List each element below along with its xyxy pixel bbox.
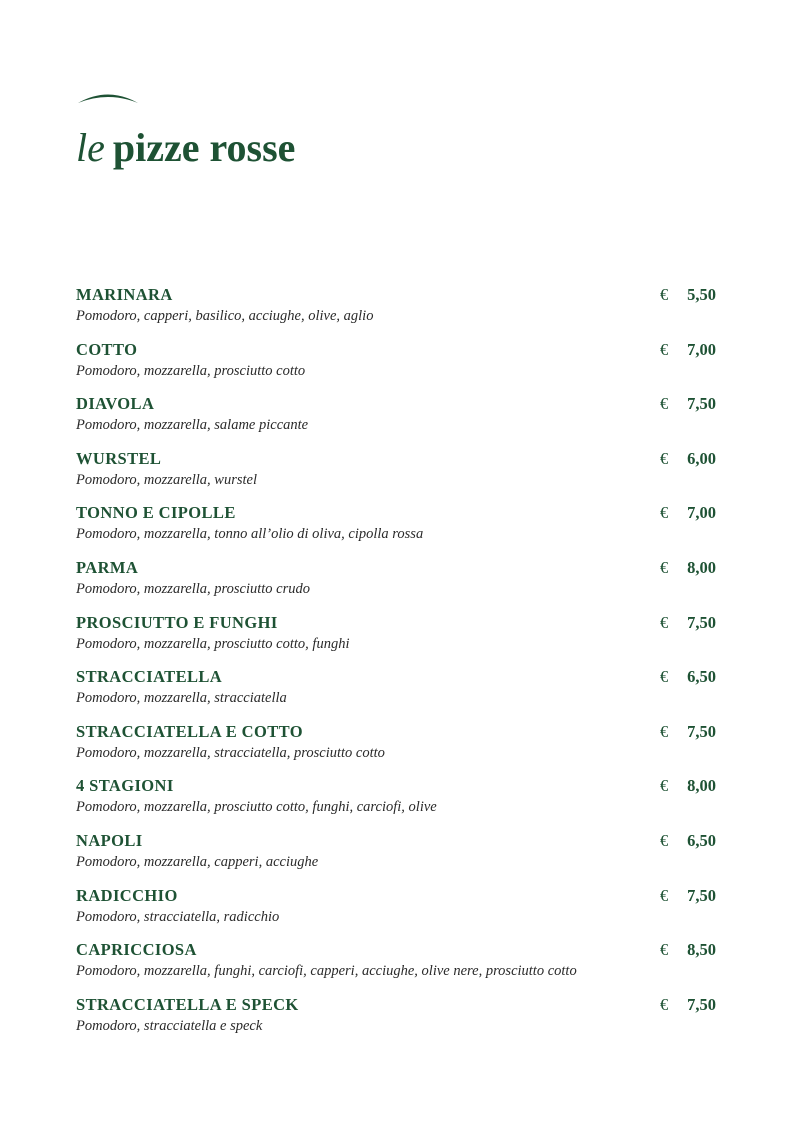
item-price	[660, 830, 716, 852]
menu-item	[76, 612, 716, 667]
currency-symbol: €	[660, 830, 669, 850]
item-price	[660, 557, 716, 579]
currency-symbol: €	[660, 557, 669, 577]
item-price	[660, 939, 716, 961]
item-name: STRACCIATELLA E COTTO	[76, 721, 303, 741]
item-description: Pomodoro, mozzarella, stracciatella	[76, 690, 287, 707]
currency-symbol: €	[660, 885, 669, 905]
menu-item	[76, 775, 716, 830]
item-price	[660, 885, 716, 907]
item-name: DIAVOLA	[76, 394, 155, 414]
menu-item	[76, 448, 716, 503]
item-description: Pomodoro, mozzarella, capperi, acciughe	[76, 853, 319, 870]
price-amount: 7,50	[687, 885, 716, 905]
item-price	[660, 994, 716, 1016]
price-amount: 6,50	[687, 830, 716, 850]
price-amount: 8,00	[687, 557, 716, 577]
currency-symbol: €	[660, 503, 669, 523]
price-amount: 8,50	[687, 940, 716, 960]
menu-item	[76, 339, 716, 394]
menu-list	[76, 284, 716, 1048]
item-price	[660, 612, 716, 634]
currency-symbol: €	[660, 721, 669, 741]
currency-symbol: €	[660, 339, 669, 359]
item-price	[660, 775, 716, 797]
price-amount: 7,00	[687, 503, 716, 523]
price-amount: 6,50	[687, 667, 716, 687]
currency-symbol: €	[660, 394, 669, 414]
currency-symbol: €	[660, 612, 669, 632]
item-name: PARMA	[76, 557, 139, 577]
menu-item	[76, 393, 716, 448]
menu-item	[76, 939, 716, 994]
item-name: STRACCIATELLA	[76, 667, 223, 687]
item-description: Pomodoro, mozzarella, salame piccante	[76, 417, 309, 434]
item-name: CAPRICCIOSA	[76, 940, 197, 960]
item-name: COTTO	[76, 339, 138, 359]
item-price	[660, 721, 716, 743]
item-name: WURSTEL	[76, 448, 162, 468]
item-price	[660, 339, 716, 361]
item-description: Pomodoro, stracciatella, radicchio	[76, 908, 280, 925]
item-name: MARINARA	[76, 285, 173, 304]
currency-symbol: €	[660, 448, 669, 468]
currency-symbol: €	[660, 940, 669, 960]
menu-item	[76, 557, 716, 612]
item-description: Pomodoro, mozzarella, prosciutto cotto, funghi	[76, 635, 350, 652]
menu-item	[76, 830, 716, 885]
price-amount: 7,00	[687, 339, 716, 359]
item-name: PROSCIUTTO E FUNGHI	[76, 612, 278, 632]
item-description: Pomodoro, stracciatella e speck	[76, 1017, 263, 1034]
item-price	[660, 393, 716, 415]
item-description: Pomodoro, mozzarella, tonno all’olio di oliva, cipolla rossa	[76, 526, 424, 543]
item-description: Pomodoro, mozzarella, prosciutto cotto	[76, 362, 306, 379]
title-main: pizze rosse	[112, 125, 296, 170]
item-description: Pomodoro, mozzarella, prosciutto cotto, funghi, carciofi, olive	[76, 799, 437, 816]
currency-symbol: €	[660, 667, 669, 687]
price-amount: 7,50	[687, 721, 716, 741]
title-prefix: le	[76, 125, 105, 170]
price-amount: 6,00	[687, 448, 716, 468]
item-description: Pomodoro, mozzarella, funghi, carciofi, capperi, acciughe, olive nere, prosciutto cotto	[76, 963, 577, 980]
price-amount: 5,50	[687, 285, 716, 304]
price-amount: 7,50	[687, 994, 716, 1014]
item-price	[660, 284, 716, 306]
menu-item	[76, 666, 716, 721]
page-title	[76, 125, 296, 170]
item-price	[660, 448, 716, 470]
item-name: STRACCIATELLA E SPECK	[76, 994, 299, 1014]
menu-item	[76, 994, 716, 1049]
item-price	[660, 502, 716, 524]
item-name: NAPOLI	[76, 830, 143, 850]
currency-symbol: €	[660, 285, 669, 304]
menu-item	[76, 721, 716, 776]
price-amount: 7,50	[687, 394, 716, 414]
item-name: TONNO E CIPOLLE	[76, 503, 236, 523]
price-amount: 8,00	[687, 776, 716, 796]
item-description: Pomodoro, capperi, basilico, acciughe, olive, aglio	[76, 308, 374, 324]
item-description: Pomodoro, mozzarella, prosciutto crudo	[76, 580, 311, 597]
currency-symbol: €	[660, 776, 669, 796]
item-description: Pomodoro, mozzarella, wurstel	[76, 471, 257, 488]
item-name: RADICCHIO	[76, 885, 178, 905]
menu-item	[76, 502, 716, 557]
item-price	[660, 666, 716, 688]
arc-ornament-icon	[77, 92, 139, 104]
item-name: 4 STAGIONI	[76, 776, 174, 796]
currency-symbol: €	[660, 994, 669, 1014]
menu-item	[76, 885, 716, 940]
menu-item	[76, 284, 716, 339]
price-amount: 7,50	[687, 612, 716, 632]
item-description: Pomodoro, mozzarella, stracciatella, prosciutto cotto	[76, 744, 385, 761]
